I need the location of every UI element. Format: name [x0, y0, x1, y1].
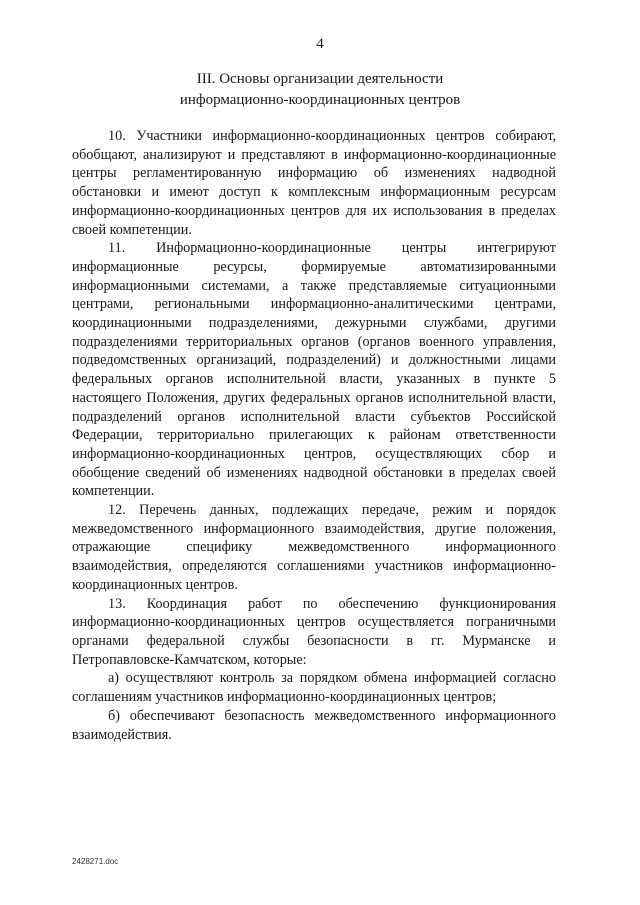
paragraph-13-item-a: а) осуществляют контроль за порядком обмена информацией согласно соглашениям участников информационно-координационных центров; [72, 670, 556, 706]
section-title-line-1: III. Основы организации деятельности [196, 71, 444, 87]
document-body [72, 127, 556, 744]
paragraph-12: 12. Перечень данных, подлежащих передаче, режим и порядок межведомственного информационного взаимодействия, другие положения, отражающие специфику межведомственного информационного взаимодействия, определяются соглашениями участников информационно-координационных центров. [72, 502, 556, 593]
paragraph-13: 13. Координация работ по обеспечению функционирования информационно-координационных центров осуществляется пограничными органами федеральной службы безопасности в гг. Мурманске и Петропавловске-Камчатском, которые: [72, 595, 556, 668]
paragraph-13-item-b: б) обеспечивают безопасность межведомственного информационного взаимодействия. [72, 707, 556, 743]
paragraph-10: 10. Участники информационно-координационных центров собирают, обобщают, анализируют и представляют в информационно-координационные центры регламентированную информацию об изменениях надводной обстановки и имеют доступ к комплексным информационным ресурсам информационно-координационных центров для их использования в пределах своей компетенции. [72, 128, 556, 238]
section-title-line-2: информационно-координационных центров [179, 92, 461, 108]
footer-filename: 2428271.doc [72, 857, 119, 866]
paragraph-11: 11. Информационно-координационные центры интегрируют информационные ресурсы, формируемые автоматизированными информационными системами, а также представляемые ситуационными центрами, региональными информационно-аналитическими центрами, координационными подразделениями, дежурными службами, другими подразделениями территориальных органов (органов военного управления, подведомственных организаций, подразделений) и должностными лицами федеральных органов исполнительной власти, указанных в пункте 5 настоящего Положения, других федеральных органов исполнительной власти, подразделений органов исполнительной власти субъектов Российской Федерации, территориально прилегающих к районам ответственности информационно-координационных центров, осуществляющих сбор и обобщение сведений об изменениях надводной обстановки в пределах своей компетенции. [72, 240, 556, 500]
page-number: 4 [316, 36, 324, 52]
section-title [0, 69, 640, 111]
